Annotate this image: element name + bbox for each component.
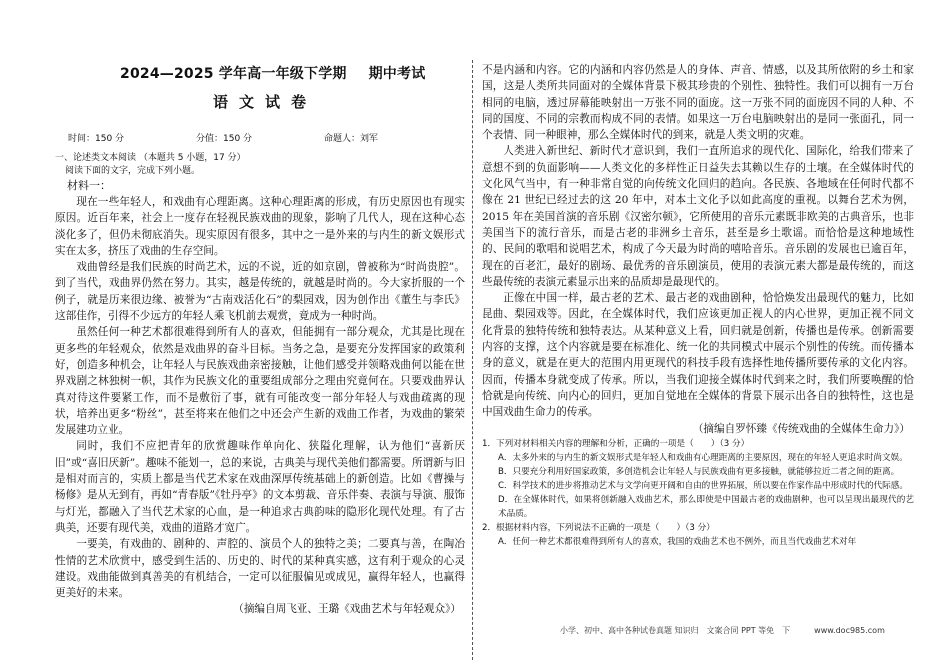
exam-time: 时间：150 分 [68,134,125,144]
left-column [55,151,465,618]
right-column [482,62,914,549]
question-1-option-a: A．太多外来的与内生的新文娱形式是年轻人和戏曲有心理距离的主要原因，现在的年轻人更追求时尚文娱。 [498,452,908,463]
question-1-option-d: D．在全媒体时代，如果将创新融入戏曲艺术，那么即使是中国最古老的戏曲剧种，也可以呈现出最现代的艺术品质。 [498,494,914,519]
section-instruction: 阅读下面的文字，完成下列小题。 [65,166,201,176]
left-paragraph: 虽然任何一种艺术都很难得到所有人的喜欢，但能拥有一部分观众，尤其是比现在更多些的年轻观众，依然是戏曲界的奋斗目标。当务之急，是要充分发挥国家的政策利好，创造多种机会，让年轻人与民族戏曲亲密接触，让他们感受并领略戏曲何以能在世界戏剧之林独树一帜，其作为民族文化的重要组成部分之理由究竟何在。只要戏曲界认真对待这件要紧工作，而不是敷衍了事，就有可能改变一部分年轻人与戏曲疏离的现状，培养出更多“粉丝”，甚至将来在他们之中还会产生新的戏曲工作者，为戏曲的繁荣发展建功立业。 [55,326,465,437]
page-footer: 小学、初中、高中各种试卷真题 知识归 文案合同 PPT 等免 下 www.doc985.com [560,626,885,635]
right-paragraph: 正像在中国一样，最古老的艺术、最古老的戏曲剧种，恰恰焕发出最现代的魅力，比如昆曲、梨园戏等。因此，在全媒体时代，我们应该更加正视人的内心世界，更加正视不同文化背景的独特传统和独特表达。从某种意义上看，回归就是创新，传播也是传承。创新需要内容的支撑，这个内容就是要在标准化、统一化的共同模式中展示个别性的传统。而传播本身的意义，就是在更大的范围内用更现代的科技手段有选择性地传播所要传承的文化内容。因而，传播本身就变成了传承。所以，当我们迎接全媒体时代到来之时，我们所要唤醒的恰恰就是向传统、向内心的回归，更加自觉地在全媒体的背景下展示出各自的独特性，这也是中国戏曲生命力的传承。 [482,292,914,419]
exam-title-term: 期中考试 [368,66,426,82]
question-1-option-b: B．只要充分利用好国家政策，多创造机会让年轻人与民族戏曲有更多接触，就能够拉近二者之间的距离。 [498,466,900,477]
question-1-option-c: C．科学技术的进步将推动艺术与文学向更开阔和自由的世界拓展，所以要在作家作品中形成时代的代际感。 [498,480,908,491]
left-paragraph: 现在一些年轻人，和戏曲有心理距离。这种心理距离的形成，有历史原因也有现实原因。近百年来，社会上一度存在轻视民族戏曲的现象，影响了几代人，现在这种心态淡化多了，但仍未彻底消失。现实原因有很多，其中之一是外来的与内生的新文娱形式实在太多，挤压了戏曲的生存空间。 [55,196,465,257]
right-paragraph: 人类进入新世纪、新时代才意识到，我们一直所追求的现代化、国际化，给我们带来了意想不到的负面影响——人类文化的多样性正日益失去其赖以生存的土壤。在全媒体时代的文化风气当中，有一种非常自觉的向传统文化回归的趋向。各民族、各地域在任何时代都不像在 21 世纪已经过去的这 20 年中，对本土文化予以如此高度的重视。以舞台艺术为例，2015 年在美国首演的音乐剧《汉密尔顿》，它所使用的音乐元素既非欧美的古典音乐，也非美国当下的流行音乐，而是古老的非洲乡土音乐，甚至是乡土歌谣。而恰恰是这种地域性的、民间的歌唱和说唱艺术，构成了今天最为时尚的嘻哈音乐。音乐剧的发展也已逾百年，现在的百老汇，最好的剧场、最优秀的音乐剧演员，使用的表演元素大都是最传统的，而这些最传统的表演元素显示出来的品质却是最现代的。 [482,145,914,288]
exam-title-year: 2024—2025 学年高一年级下学期 [120,66,347,82]
exam-score: 分值：150 分 [196,134,253,144]
left-paragraph: 戏曲曾经是我们民族的时尚艺术，远的不说，近的如京剧，曾被称为“时尚贵腔”。到了当代，戏曲界仍然在努力。其实，越是传统的，就越是时尚的。今大家折服的一个例子，就是历来很边缘、被誉为“古南戏活化石”的梨园戏，因为创作出《董生与李氏》这部佳作，引得不少远方的年轻人乘飞机前去观赏，竟成为一种时尚。 [55,261,465,323]
material-label: 材料一： [67,179,111,192]
exam-author: 命题人：刘军 [324,134,379,144]
exam-title [120,63,425,83]
question-1-stem: 1．下列对材料相关内容的理解和分析，正确的一项是（ ）（3 分） [482,438,750,449]
left-source: （摘编自周飞亚、王璐《戏曲艺术与年轻观众》） [233,603,461,616]
left-paragraph: 一要美，有戏曲的、剧种的、声腔的、演员个人的独特之美；二要真与善，在陶冶性情的艺术欣赏中，感受到生活的、历史的、时代的某种真实感，这有利于观众的心灵建设。戏曲能做到真善美的有机结合，一定可以征服偏见或成见，赢得年轻人，也赢得更美好的未来。 [55,538,465,600]
section-heading: 一、论述类文本阅读 （本题共 5 小题，17 分） [55,153,246,163]
column-divider [472,60,473,660]
question-2-option-a: A．任何一种艺术都很难得到所有人的喜欢，我国的戏曲艺术也不例外，而且当代戏曲艺术对年 [498,536,857,547]
left-paragraph: 同时，我们不应把青年的欣赏趣味作单向化、狭隘化理解，认为他们“喜新厌旧”或“喜旧厌新”。趣味不能划一，总的来说，古典美与现代美他们都需要。所谓新与旧是相对而言的，实质上都是当代艺术家在戏曲深厚传统基础上的新创造。比如《曹操与杨修》是从无到有，再如“青春版”《牡丹亭》的文本剪裁、音乐伴奏、表演与导演、服饰与灯光，都融入了当代艺术家的心血，是一种追求古典韵味的隐形化现代处理。有了古典美，还要有现代美，戏曲的道路才宽广。 [55,440,465,534]
subject-title: 语文试卷 [213,93,318,111]
right-source: （摘编自罗怀臻《传统戏曲的全媒体生命力》） [692,422,910,435]
right-paragraph: 不是内涵和内容。它的内涵和内容仍然是人的身体、声音、情感，以及其所依附的乡土和家国，这是人类所共同面对的全媒体背景下极其珍贵的个别性、独特性。我们可以拥有一万台相同的电脑，透过屏幕能映射出一万张不同的面庞。这一万张不同的面庞因不同的人种、不同的国度、不同的宗教而构成不同的表情。如果这一万台电脑映射出的是同一张面孔，同一个表情、同一种眼神，那么全媒体时代的到来，就是人类文明的灾难。 [482,64,914,142]
question-2-stem: 2．根据材料内容，下列说法不正确的一项是（ ）（3 分） [482,522,715,533]
